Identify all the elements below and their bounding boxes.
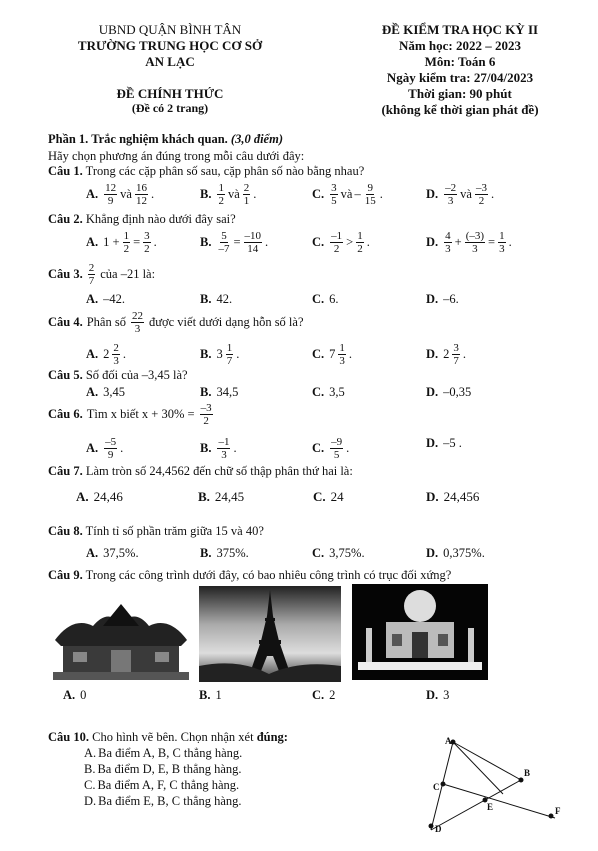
q3-option-d[interactable]: D. –6. [426, 292, 459, 306]
building-photo-palace [352, 584, 488, 680]
q1-option-c[interactable]: C. $\frac{3}{5}$ và – $\frac{9}{15}$ . [312, 182, 383, 207]
subject: Môn: Toán 6 [424, 54, 496, 69]
q4-label: Câu 4. [48, 315, 83, 329]
q5-option-d[interactable]: D. –0,35 [426, 385, 472, 399]
q2-stem [48, 212, 236, 227]
q6-option-a[interactable]: A. $\frac{-5}{9}$ . [86, 436, 124, 461]
q10-option-a[interactable]: A. Ba điểm A, B, C thẳng hàng. [84, 746, 243, 760]
q7-stem [48, 464, 353, 479]
house-silhouette-icon [53, 596, 189, 680]
school-name: TRƯỜNG TRUNG HỌC CƠ SỞ [77, 38, 263, 53]
building-photo-house [53, 596, 189, 680]
q7-label: Câu 7. [48, 464, 83, 478]
q10-bold: đúng [256, 730, 284, 744]
label-c: C [433, 782, 440, 792]
q1-text: Trong các cặp phân số sau, cặp phân số nào bằng nhau? [85, 164, 365, 178]
q2-option-d[interactable]: D. $\frac{4}{3}$ + $\frac{(-3)}{3}$ = $\frac{1}{3}$ . [426, 230, 512, 255]
q5-option-b[interactable]: B. 34,5 [200, 385, 239, 399]
part1-title: Phần 1. Trắc nghiệm khách quan. [48, 132, 228, 146]
point-d [429, 824, 434, 829]
q6-option-d[interactable]: D. –5 . [426, 436, 462, 450]
q6-option-c[interactable]: C. $\frac{-9}{5}$ . [312, 436, 350, 461]
q4-option-d[interactable]: D. 2 $\frac{3}{7}$ . [426, 342, 467, 367]
label-d: D [435, 824, 442, 834]
q5-label: Câu 5. [48, 368, 83, 382]
q2-text: Khẳng định nào dưới đây sai? [85, 212, 236, 226]
q7-option-c[interactable]: C. 24 [313, 489, 344, 504]
label-f: F [555, 806, 561, 816]
q9-option-b[interactable]: B. 1 [199, 688, 222, 702]
school-name-2: AN LẠC [145, 54, 195, 69]
point-f [549, 814, 554, 819]
line-c-f [443, 784, 555, 818]
building-photo-eiffel-tower [199, 586, 341, 682]
label-b: B [524, 768, 531, 778]
q3-option-a[interactable]: A. –42. [86, 292, 126, 306]
q8-option-a[interactable]: A. 37,5%. [86, 546, 139, 560]
q9-label: Câu 9. [48, 568, 83, 582]
q1-option-b[interactable]: B. $\frac{1}{2}$ và $\frac{2}{1}$ . [200, 182, 257, 207]
q10-option-c[interactable]: C. Ba điểm A, F, C thẳng hàng. [84, 778, 240, 792]
q2-label: Câu 2. [48, 212, 83, 226]
q3-option-b[interactable]: B. 42. [200, 292, 233, 306]
q3-text: của –21 là: [100, 267, 156, 281]
part1-instruction: Hãy chọn phương án đúng trong mỗi câu dưới đây: [48, 149, 305, 163]
q8-option-b[interactable]: B. 375%. [200, 546, 249, 560]
q2-option-c[interactable]: C. $\frac{-1}{2}$ > $\frac{1}{2}$ . [312, 230, 370, 255]
q4-option-a[interactable]: A. 2 $\frac{2}{3}$ . [86, 342, 127, 367]
q9-option-c[interactable]: C. 2 [312, 688, 336, 702]
q7-option-a[interactable]: A. 24,46 [76, 489, 123, 504]
q8-label: Câu 8. [48, 524, 83, 538]
part1-score: (3,0 điểm) [230, 132, 283, 146]
q9-option-d[interactable]: D. 3 [426, 688, 450, 702]
q10-option-d[interactable]: D. Ba điểm E, B, C thẳng hàng. [84, 794, 242, 808]
label-a: A [445, 736, 452, 746]
line-a-b [453, 742, 521, 780]
q2-option-a[interactable]: A. 1 + $\frac{1}{2}$ = $\frac{3}{2}$ . [86, 230, 157, 255]
q1-option-d[interactable]: D. $\frac{-2}{3}$ và $\frac{-3}{2}$ . [426, 182, 495, 207]
duration-note: (không kể thời gian phát đề) [381, 102, 539, 117]
q10-option-b[interactable]: B. Ba điểm D, E, B thẳng hàng. [84, 762, 242, 776]
q6-stem: Câu 6. Tìm x biết x + 30% = $\frac{-3}{2}$ [48, 402, 212, 427]
q1-stem [48, 164, 364, 179]
exam-date: Ngày kiểm tra: 27/04/2023 [386, 70, 534, 85]
school-authority: UBND QUẬN BÌNH TÂN [98, 22, 242, 37]
page-count: (Đề có 2 trang) [131, 101, 209, 115]
q10-stem: Câu 10. Cho hình vẽ bên. Chọn nhận xét đúng: [48, 730, 288, 744]
q6-option-b[interactable]: B. $\frac{-1}{3}$ . [200, 436, 237, 461]
palace-silhouette-icon [352, 584, 488, 680]
line-b-d [431, 780, 521, 830]
q1-option-a[interactable]: A. $\frac{12}{9}$ và $\frac{16}{12}$ . [86, 182, 155, 207]
point-b [519, 778, 524, 783]
q9-option-a[interactable]: A. 0 [63, 688, 87, 702]
q5-text: Số đối của –3,45 là? [85, 368, 188, 382]
q4-option-c[interactable]: C. 7 $\frac{1}{3}$ . [312, 342, 353, 367]
q9-text: Trong các công trình dưới đây, có bao nhiêu công trình có trục đối xứng? [85, 568, 452, 582]
q10-label: Câu 10. [48, 730, 89, 744]
q8-stem [48, 524, 264, 539]
label-e: E [487, 802, 494, 812]
q2-option-b[interactable]: B. $\frac{5}{-7}$ = $\frac{-10}{14}$ . [200, 230, 269, 255]
line-a-e [453, 742, 503, 794]
geometry-figure [425, 734, 575, 834]
q10-text: Cho hình vẽ bên. Chọn nhận xét [92, 730, 254, 744]
q6-text: Tìm x biết x + 30% = [86, 407, 195, 421]
exam-title: ĐỀ KIỂM TRA HỌC KỲ II [381, 22, 539, 37]
q5-stem [48, 368, 188, 383]
q4-stem: Câu 4. Phân số $\frac{22}{3}$ được viết dưới dạng hỗn số là? [48, 310, 304, 335]
q8-option-c[interactable]: C. 3,75%. [312, 546, 365, 560]
q7-option-d[interactable]: D. 24,456 [426, 489, 480, 504]
q9-stem [48, 568, 451, 583]
q4-option-b[interactable]: B. 3 $\frac{1}{7}$ . [200, 342, 240, 367]
q3-option-c[interactable]: C. 6. [312, 292, 339, 306]
q5-option-a[interactable]: A. 3,45 [86, 385, 126, 399]
q5-option-c[interactable]: C. 3,5 [312, 385, 345, 399]
q7-text: Làm tròn số 24,4562 đến chữ số thập phân thứ hai là: [85, 464, 353, 478]
q3-label: Câu 3. [48, 267, 83, 281]
point-c [441, 782, 446, 787]
q4-text2: được viết dưới dạng hỗn số là? [148, 315, 304, 329]
q6-label: Câu 6. [48, 407, 83, 421]
q8-text: Tính tỉ số phần trăm giữa 15 và 40? [85, 524, 264, 538]
q4-text1: Phân số [86, 315, 126, 329]
q3-stem: Câu 3. $\frac{2}{7}$ của –21 là: [48, 262, 156, 287]
duration: Thời gian: 90 phút [408, 86, 512, 101]
q1-label: Câu 1. [48, 164, 83, 178]
q7-option-b[interactable]: B. 24,45 [198, 489, 245, 504]
official-label: ĐỀ CHÍNH THỨC [116, 86, 224, 101]
part1-heading [48, 132, 283, 147]
q8-option-d[interactable]: D. 0,375%. [426, 546, 485, 560]
eiffel-tower-icon [199, 586, 341, 682]
school-year: Năm học: 2022 – 2023 [398, 38, 522, 53]
